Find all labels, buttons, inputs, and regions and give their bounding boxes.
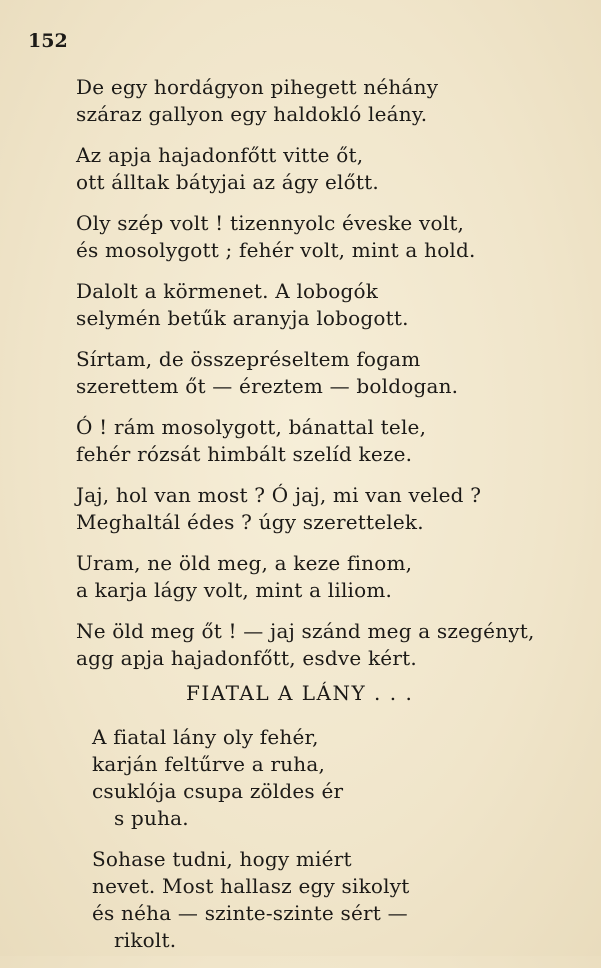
stanza bbox=[92, 724, 410, 832]
stanza bbox=[76, 618, 535, 672]
verse-line: Oly szép volt ! tizennyolc éveske volt, bbox=[76, 211, 465, 235]
stanza bbox=[76, 414, 535, 468]
verse-line: De egy hordágyon pihegett néhány bbox=[76, 75, 439, 99]
verse-line: s puha. bbox=[114, 806, 189, 830]
verse-line: rikolt. bbox=[114, 928, 177, 952]
verse-line: és mosolygott ; fehér volt, mint a hold. bbox=[76, 238, 476, 262]
stanza bbox=[76, 74, 535, 128]
verse-line: csuklója csupa zöldes ér bbox=[92, 779, 344, 803]
stanza bbox=[76, 278, 535, 332]
verse-line: Jaj, hol van most ? Ó jaj, mi van veled ? bbox=[76, 483, 482, 507]
stanza bbox=[76, 550, 535, 604]
verse-line: agg apja hajadonfőtt, esdve kért. bbox=[76, 646, 417, 670]
stanza bbox=[76, 482, 535, 536]
verse-line: és néha — szinte-szinte sért — bbox=[92, 901, 408, 925]
verse-line: Meghaltál édes ? úgy szerettelek. bbox=[76, 510, 424, 534]
stanza bbox=[76, 142, 535, 196]
poem-title: FIATAL A LÁNY . . . bbox=[186, 681, 414, 705]
verse-line: Uram, ne öld meg, a keze finom, bbox=[76, 551, 413, 575]
verse-line: Az apja hajadonfőtt vitte őt, bbox=[76, 143, 364, 167]
verse-line: nevet. Most hallasz egy sikolyt bbox=[92, 874, 410, 898]
poem-continued bbox=[76, 74, 535, 686]
verse-line: Dalolt a körmenet. A lobogók bbox=[76, 279, 379, 303]
verse-line: Ó ! rám mosolygott, bánattal tele, bbox=[76, 415, 427, 439]
poem bbox=[92, 724, 410, 968]
verse-line: karján feltűrve a ruha, bbox=[92, 752, 326, 776]
stanza bbox=[76, 346, 535, 400]
stanza bbox=[92, 846, 410, 954]
verse-line: A fiatal lány oly fehér, bbox=[92, 725, 319, 749]
verse-line: ott álltak bátyjai az ágy előtt. bbox=[76, 170, 379, 194]
verse-line: szerettem őt — éreztem — boldogan. bbox=[76, 374, 459, 398]
verse-line: Sohase tudni, hogy miért bbox=[92, 847, 352, 871]
page-number: 152 bbox=[28, 30, 68, 52]
verse-line: Sírtam, de összepréseltem fogam bbox=[76, 347, 421, 371]
verse-line: selymén betűk aranyja lobogott. bbox=[76, 306, 409, 330]
stanza bbox=[76, 210, 535, 264]
verse-line: fehér rózsát himbált szelíd keze. bbox=[76, 442, 413, 466]
verse-line: száraz gallyon egy haldokló leány. bbox=[76, 102, 428, 126]
verse-line: Ne öld meg őt ! — jaj szánd meg a szegényt, bbox=[76, 619, 535, 643]
verse-line: a karja lágy volt, mint a liliom. bbox=[76, 578, 393, 602]
